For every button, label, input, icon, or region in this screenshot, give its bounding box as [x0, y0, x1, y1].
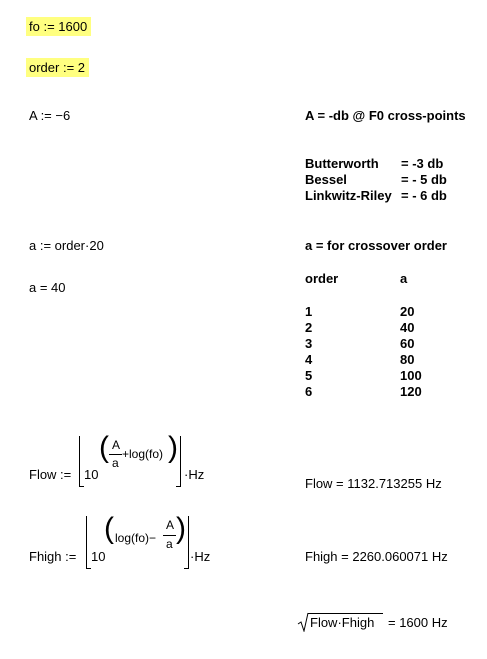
filter-name: Butterworth — [305, 156, 379, 171]
paren-close: ) — [176, 512, 186, 545]
flow-frac-den: a — [112, 456, 119, 470]
flow-base: 10 — [84, 467, 99, 482]
filter-value: = - 6 db — [401, 188, 447, 203]
order-cell: 3 — [305, 336, 313, 351]
fhigh-frac-den: a — [166, 537, 173, 551]
sqrt-icon — [297, 612, 309, 632]
flow-formula[interactable] — [79, 424, 189, 486]
a-cell: 60 — [400, 336, 415, 351]
fhigh-exp-head: log(fo)− — [115, 531, 157, 545]
table-row — [305, 304, 445, 320]
a-result: a = 40 — [29, 280, 66, 295]
table-row — [305, 368, 445, 384]
order-column-header: order — [305, 271, 339, 286]
sqrt-radicand: Flow·Fhigh — [310, 615, 375, 630]
order-cell: 4 — [305, 352, 313, 367]
paren-open: ( — [99, 431, 109, 464]
fhigh-result: Fhigh = 2260.060071 Hz — [305, 549, 448, 564]
flow-exp-tail: +log(fo) — [122, 447, 164, 461]
filter-row — [305, 172, 447, 188]
a-column-header: a — [400, 271, 408, 286]
flow-formula-lhs: Flow := — [29, 467, 72, 482]
table-row — [305, 336, 445, 352]
fo-assignment[interactable] — [26, 17, 91, 36]
table-row — [305, 320, 445, 336]
order-table-body — [305, 304, 445, 404]
order-cell: 2 — [305, 320, 313, 335]
paren-open: ( — [104, 512, 114, 545]
A-description: A = -db @ F0 cross-points — [305, 108, 466, 123]
a-cell: 80 — [400, 352, 415, 367]
filter-value: = - 5 db — [401, 172, 447, 187]
a-cell: 20 — [400, 304, 415, 319]
order-assignment[interactable] — [26, 58, 89, 77]
fraction-bar — [163, 535, 176, 536]
filter-name: Linkwitz-Riley — [305, 188, 392, 203]
A-assignment[interactable]: A := −6 — [29, 108, 71, 123]
filter-row — [305, 188, 447, 204]
fo-assignment-text: fo := 1600 — [29, 19, 88, 34]
order-cell: 1 — [305, 304, 313, 319]
filter-row — [305, 156, 447, 172]
sqrt-result: = 1600 Hz — [388, 615, 448, 630]
table-row — [305, 352, 445, 368]
filter-type-table — [305, 156, 447, 204]
a-cell: 40 — [400, 320, 415, 335]
sqrt-bar — [308, 613, 383, 614]
flow-result: Flow = 1132.713255 Hz — [305, 476, 442, 491]
filter-value: = -3 db — [401, 156, 444, 171]
order-cell: 6 — [305, 384, 313, 399]
sqrt-check[interactable] — [297, 612, 457, 634]
a-description: a = for crossover order — [305, 238, 447, 253]
fhigh-base: 10 — [91, 549, 106, 564]
order-table-header — [305, 271, 445, 291]
paren-close: ) — [168, 431, 178, 464]
fhigh-unit: ·Hz — [190, 549, 211, 564]
filter-name: Bessel — [305, 172, 347, 187]
table-row — [305, 384, 445, 400]
flow-unit: ·Hz — [184, 467, 205, 482]
a-cell: 100 — [400, 368, 422, 383]
fhigh-formula-lhs: Fhigh := — [29, 549, 77, 564]
a-definition[interactable]: a := order·20 — [29, 238, 104, 253]
fhigh-formula[interactable] — [86, 508, 196, 568]
order-cell: 5 — [305, 368, 313, 383]
fraction-bar — [109, 454, 122, 455]
a-cell: 120 — [400, 384, 422, 399]
order-assignment-text: order := 2 — [29, 60, 86, 75]
flow-frac-num: A — [112, 438, 121, 452]
fhigh-frac-num: A — [166, 518, 175, 532]
